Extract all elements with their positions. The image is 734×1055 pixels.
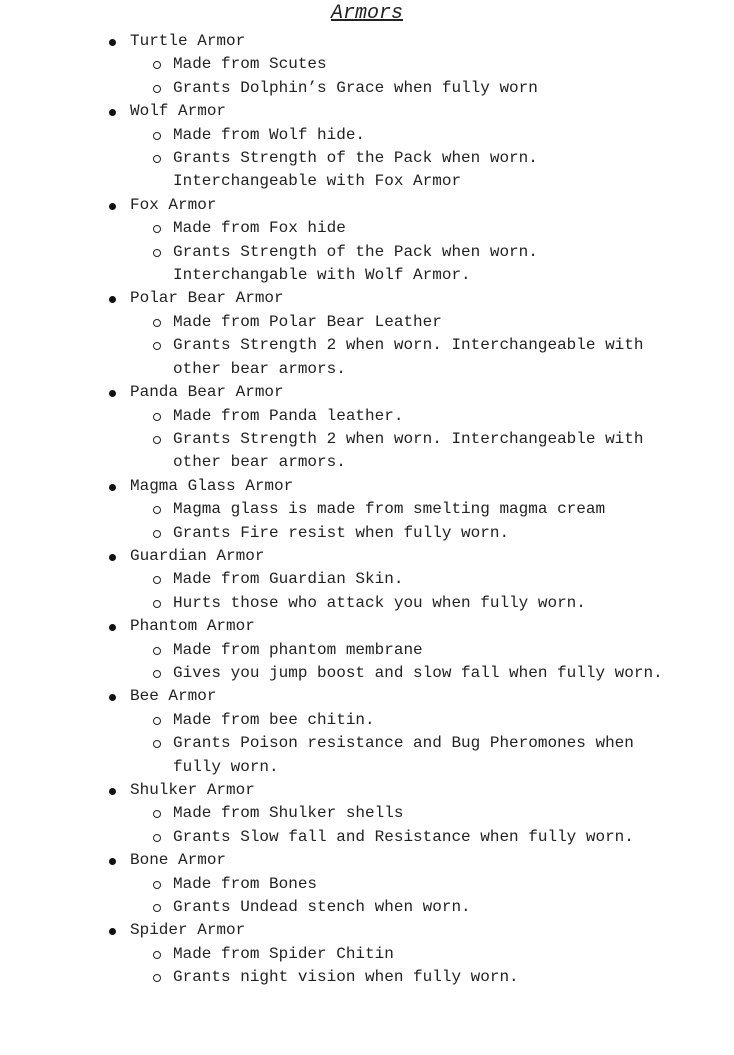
armor-details (130, 802, 734, 849)
armor-detail (173, 53, 673, 76)
armor-detail-text: Made from Panda leather. (173, 406, 404, 425)
armor-name: Bee Armor (130, 687, 217, 706)
circle-bullet-icon (153, 436, 161, 444)
circle-bullet-icon (153, 881, 161, 889)
armor-name: Phantom Armor (130, 617, 255, 636)
armor-item (0, 30, 734, 100)
armor-detail (173, 943, 673, 966)
armor-detail (173, 217, 673, 240)
armor-detail-text: Grants Fire resist when fully worn. (173, 523, 510, 542)
circle-bullet-icon (153, 155, 161, 163)
armor-detail (173, 124, 673, 147)
document-title: Armors (330, 2, 403, 25)
armor-detail (173, 592, 673, 615)
armor-detail (173, 802, 673, 825)
armor-item (0, 545, 734, 615)
armor-detail-text: Made from Polar Bear Leather (173, 312, 442, 331)
armor-item (0, 849, 734, 919)
armor-detail-text: Made from Scutes (173, 55, 327, 74)
armor-detail (173, 334, 673, 381)
armor-detail-text: Made from Fox hide (173, 219, 346, 238)
armor-detail-text: Made from Spider Chitin (173, 944, 394, 963)
armor-details (130, 405, 734, 475)
bullet-icon (109, 788, 116, 795)
armor-detail-text: Made from phantom membrane (173, 640, 423, 659)
bullet-icon (109, 296, 116, 303)
armor-detail (173, 709, 673, 732)
armor-detail-text: Grants Poison resistance and Bug Pheromones when fully worn. (173, 734, 634, 776)
armor-detail-text: Grants Strength of the Pack when worn. Interchangable with Wolf Armor. (173, 242, 538, 285)
armor-detail-text: Made from Shulker shells (173, 804, 404, 823)
armor-details (130, 498, 734, 545)
armor-name: Wolf Armor (130, 102, 227, 121)
circle-bullet-icon (153, 249, 161, 257)
armor-detail (173, 77, 673, 100)
bullet-icon (109, 390, 116, 397)
armor-name: Turtle Armor (130, 32, 246, 50)
armor-detail (173, 428, 673, 475)
armor-item (0, 100, 734, 194)
armor-detail (173, 498, 673, 521)
armor-details (130, 124, 734, 194)
circle-bullet-icon (153, 225, 161, 233)
armor-detail (173, 662, 673, 685)
circle-bullet-icon (153, 647, 161, 655)
armor-detail (173, 405, 673, 428)
circle-bullet-icon (153, 670, 161, 678)
armor-details (130, 217, 734, 287)
circle-bullet-icon (153, 319, 161, 327)
armor-item (0, 194, 734, 288)
armor-detail-text: Grants Strength of the Pack when worn. Interchangeable with Fox Armor (173, 149, 538, 191)
armor-detail (173, 568, 673, 591)
armor-details (130, 873, 734, 920)
armor-detail-text: Made from bee chitin. (173, 710, 375, 729)
bullet-icon (109, 484, 116, 491)
armor-item (0, 685, 734, 779)
circle-bullet-icon (153, 834, 161, 842)
circle-bullet-icon (153, 600, 161, 608)
armor-details (130, 943, 734, 990)
bullet-icon (109, 203, 116, 210)
circle-bullet-icon (153, 61, 161, 69)
bullet-icon (109, 928, 116, 935)
armor-detail (173, 966, 673, 989)
armor-detail-text: Hurts those who attack you when fully worn. (173, 593, 586, 612)
armor-item (0, 475, 734, 545)
armor-item (0, 287, 734, 381)
armor-details (130, 568, 734, 615)
armor-name: Fox Armor (130, 195, 217, 214)
circle-bullet-icon (153, 342, 161, 350)
armor-detail-text: Made from Bones (173, 874, 318, 893)
armor-name: Polar Bear Armor (130, 289, 284, 308)
armor-details (130, 53, 734, 100)
circle-bullet-icon (153, 85, 161, 93)
armor-detail (173, 311, 673, 334)
bullet-icon (109, 858, 116, 865)
armor-detail-text: Grants Slow fall and Resistance when fully worn. (173, 827, 634, 846)
armor-detail (173, 522, 673, 545)
circle-bullet-icon (153, 810, 161, 818)
armor-detail-text: Magma glass is made from smelting magma cream (173, 500, 606, 519)
circle-bullet-icon (153, 904, 161, 912)
circle-bullet-icon (153, 717, 161, 725)
bullet-icon (109, 624, 116, 631)
circle-bullet-icon (153, 530, 161, 538)
armor-detail-text: Made from Wolf hide. (173, 125, 366, 144)
circle-bullet-icon (153, 413, 161, 421)
armor-detail-text: Gives you jump boost and slow fall when fully worn. (173, 663, 663, 682)
armor-item (0, 381, 734, 475)
armor-detail-text: Grants night vision when fully worn. (173, 968, 519, 987)
armor-detail (173, 826, 673, 849)
circle-bullet-icon (153, 506, 161, 514)
bullet-icon (109, 694, 116, 701)
circle-bullet-icon (153, 974, 161, 982)
armor-name: Shulker Armor (130, 781, 255, 799)
armor-detail-text: Grants Strength 2 when worn. Interchangeable with other bear armors. (173, 336, 644, 378)
armor-name: Panda Bear Armor (130, 383, 284, 402)
armor-detail (173, 896, 673, 919)
armor-detail (173, 873, 673, 896)
armor-detail-text: Made from Guardian Skin. (173, 570, 404, 589)
armor-name: Magma Glass Armor (130, 476, 294, 495)
armor-detail (173, 147, 673, 194)
bullet-icon (109, 109, 116, 116)
bullet-icon (109, 554, 116, 561)
circle-bullet-icon (153, 576, 161, 584)
armor-details (130, 639, 734, 686)
armor-detail-text: Grants Strength 2 when worn. Interchangeable with other bear armors. (173, 429, 644, 472)
armor-details (130, 311, 734, 381)
armor-list (0, 30, 734, 990)
armor-name: Bone Armor (130, 851, 227, 870)
armor-name: Guardian Armor (130, 546, 265, 565)
armor-detail-text: Grants Undead stench when worn. (173, 898, 471, 917)
armor-detail (173, 241, 673, 288)
armor-item (0, 779, 734, 849)
bullet-icon (109, 39, 116, 46)
armor-detail (173, 639, 673, 662)
armor-item (0, 919, 734, 989)
circle-bullet-icon (153, 132, 161, 140)
armor-detail-text: Grants Dolphin’s Grace when fully worn (173, 78, 538, 97)
circle-bullet-icon (153, 951, 161, 959)
armor-name: Spider Armor (130, 921, 246, 940)
circle-bullet-icon (153, 740, 161, 748)
armor-detail (173, 732, 673, 779)
armor-item (0, 615, 734, 685)
armor-details (130, 709, 734, 779)
